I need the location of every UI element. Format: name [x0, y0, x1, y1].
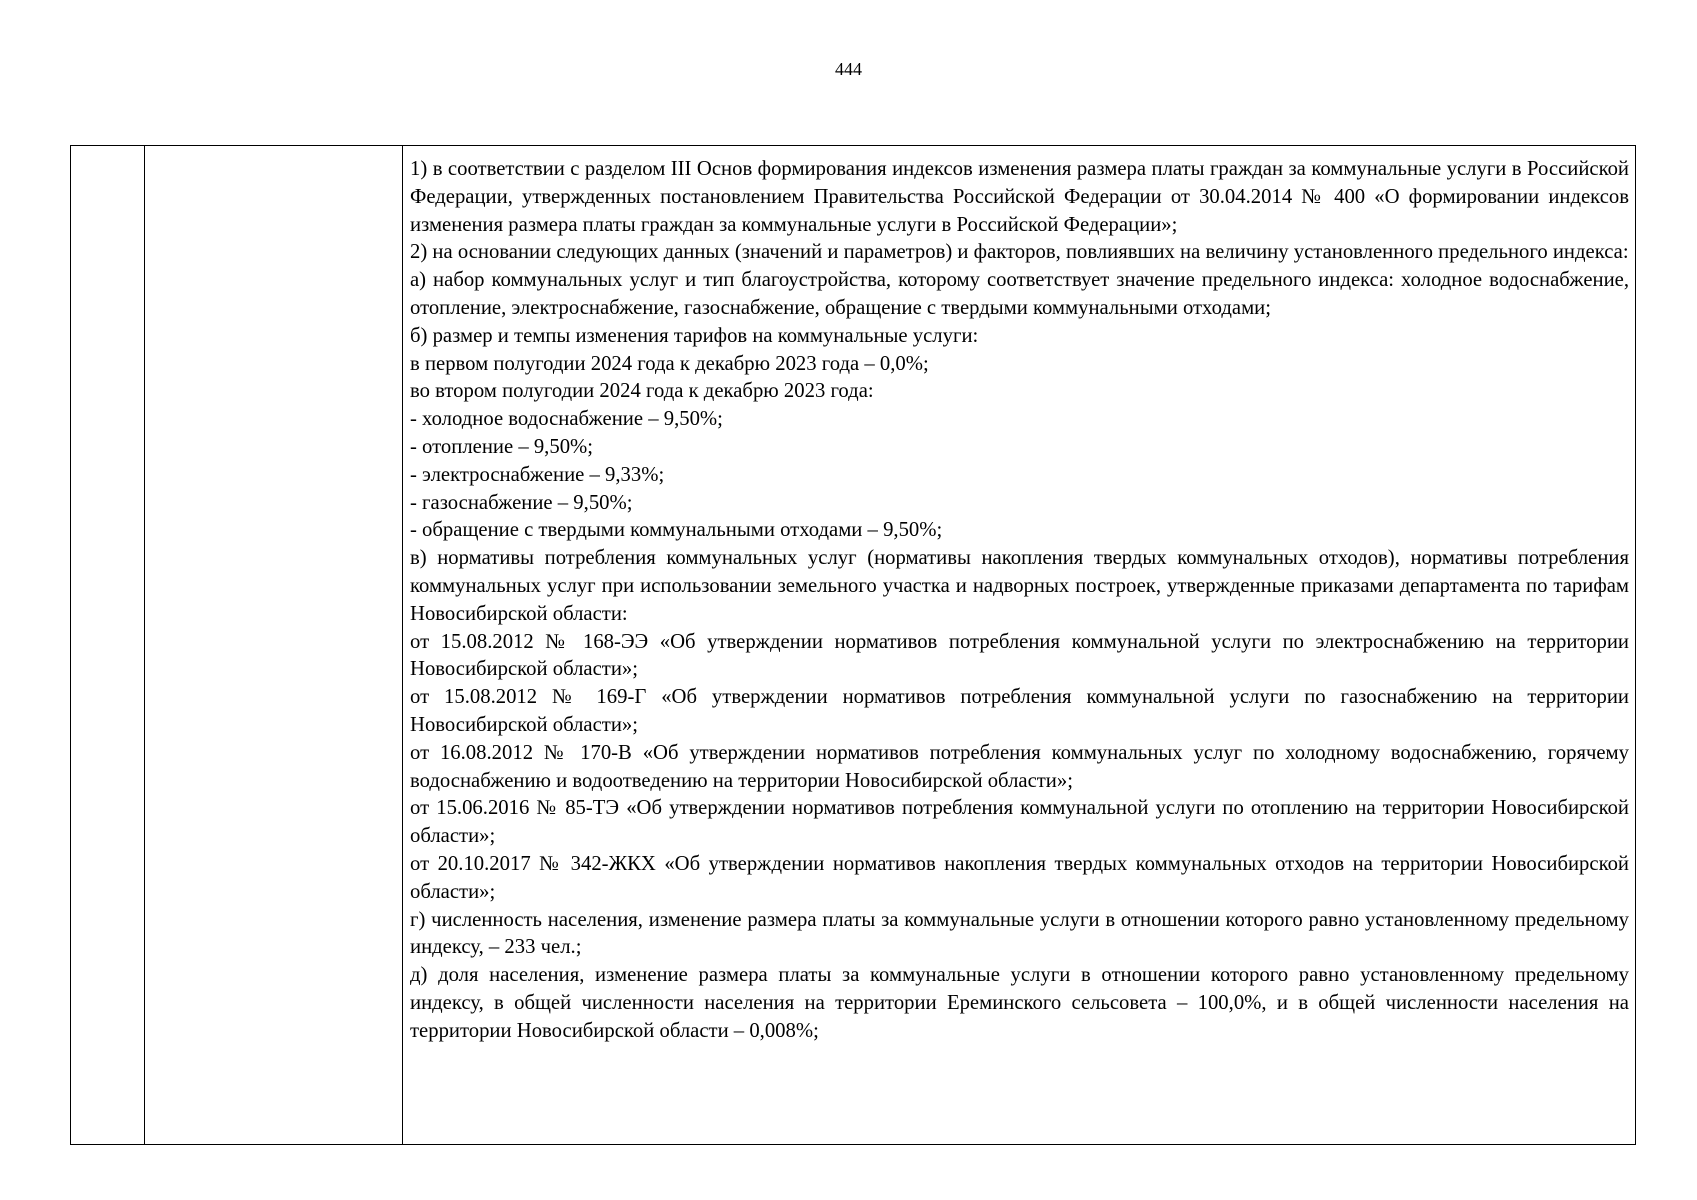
- table-row: [71, 146, 1636, 1145]
- content-cell: [403, 146, 1636, 1145]
- order-342-zhkh: от 20.10.2017 № 342-ЖКХ «Об утверждении нормативов накопления твердых коммунальных отходов на территории Новосибирской области»;: [410, 852, 1629, 903]
- list-item-waste: - обращение с твердыми коммунальными отходами – 9,50%;: [410, 519, 943, 542]
- order-169-g: от 15.08.2012 № 169-Г «Об утверждении нормативов потребления коммунальной услуги по газоснабжению на территории Новосибирской области»;: [410, 686, 1629, 736]
- paragraph-2a: а) набор коммунальных услуг и тип благоустройства, которому соответствует значение предельного индекса: холодное водоснабжение, отопление, электроснабжение, газоснабжение, обращение с твердыми коммунальными отходами;: [410, 269, 1629, 319]
- page-number: 444: [835, 59, 862, 79]
- paragraph-1: 1) в соответствии с разделом III Основ формирования индексов изменения размера платы граждан за коммунальные услуги в Российской Федерации, утвержденных постановлением Правительства Российской Федерации от 30.04.2014 № 400 «О формировании индексов изменения размера платы граждан за коммунальные услуги в Российской Федерации»;: [410, 158, 1629, 236]
- order-170-v: от 16.08.2012 № 170-В «Об утверждении нормативов потребления коммунальных услуг по холодному водоснабжению, горячему водоснабжению и водоотведению на территории Новосибирской области»;: [410, 741, 1629, 792]
- document-table: [70, 145, 1636, 1145]
- list-item-heating: - отопление – 9,50%;: [410, 435, 594, 458]
- list-item-cold-water: - холодное водоснабжение – 9,50%;: [410, 408, 723, 431]
- paragraph-first-half: в первом полугодии 2024 года к декабрю 2023 года – 0,0%;: [410, 352, 929, 375]
- paragraph-2d: д) доля населения, изменение размера платы за коммунальные услуги в отношении которого равно установленному предельному индексу, в общей численности населения на территории Ереминского сельсовета – 100,0%, и в общей численности населения на территории Новосибирской области – 0,008%;: [410, 964, 1629, 1042]
- list-item-gas: - газоснабжение – 9,50%;: [410, 491, 633, 514]
- order-168-ee: от 15.08.2012 № 168-ЭЭ «Об утверждении нормативов потребления коммунальной услуги по электроснабжению на территории Новосибирской области»;: [410, 630, 1629, 681]
- paragraph-2b: б) размер и темпы изменения тарифов на коммунальные услуги:: [410, 324, 979, 347]
- paragraph-2: 2) на основании следующих данных (значений и параметров) и факторов, повлиявших на величину установленного предельного индекса:: [410, 241, 1629, 264]
- paragraph-second-half: во втором полугодии 2024 года к декабрю 2023 года:: [410, 380, 874, 403]
- list-item-electricity: - электроснабжение – 9,33%;: [410, 463, 665, 486]
- empty-cell-name: [145, 146, 403, 1145]
- paragraph-2v: в) нормативы потребления коммунальных услуг (нормативы накопления твердых коммунальных отходов), нормативы потребления коммунальных услуг при использовании земельного участка и надворных построек, утвержденные приказами департамента по тарифам Новосибирской области:: [410, 547, 1629, 625]
- empty-cell-number: [71, 146, 145, 1145]
- order-85-te: от 15.06.2016 № 85-ТЭ «Об утверждении нормативов потребления коммунальной услуги по отоплению на территории Новосибирской области»;: [410, 797, 1629, 848]
- paragraph-2g: г) численность населения, изменение размера платы за коммунальные услуги в отношении которого равно установленному предельному индексу, – 233 чел.;: [410, 908, 1629, 959]
